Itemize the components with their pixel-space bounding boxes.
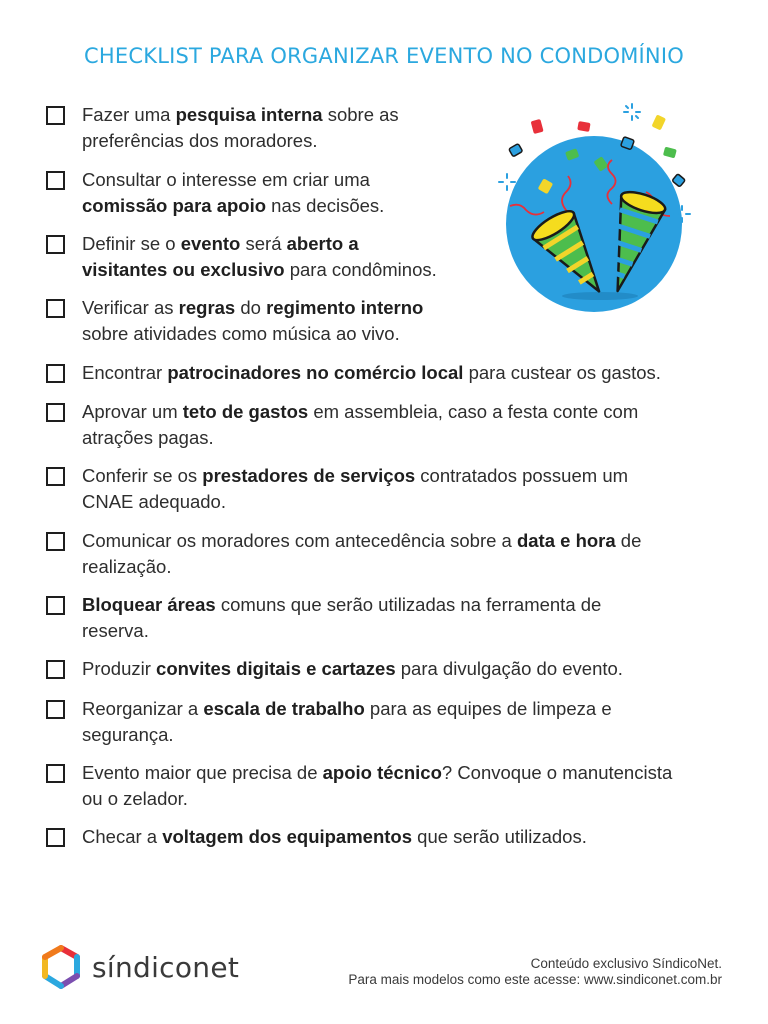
bold-text: convites digitais e cartazes: [156, 658, 396, 679]
text-segment: que serão utilizados.: [412, 826, 587, 847]
checklist-item: [46, 824, 587, 850]
checklist-item: [46, 360, 661, 386]
text-segment: para as equipes de limpeza e: [364, 698, 612, 719]
text-segment: Comunicar os moradores com antecedência sobre a: [82, 530, 517, 551]
text-segment: será: [240, 233, 287, 254]
text-segment: ou o zelador.: [82, 788, 188, 809]
text-segment: Evento maior que precisa de: [82, 762, 323, 783]
checklist-item-text: [82, 231, 437, 283]
checkbox[interactable]: [46, 532, 65, 551]
text-segment: do: [235, 297, 267, 318]
text-segment: sobre as: [322, 104, 399, 125]
bold-text: apoio técnico: [322, 762, 442, 783]
checkbox[interactable]: [46, 171, 65, 190]
checklist-item-text: [82, 463, 628, 515]
checklist-item: [46, 463, 628, 515]
checkbox[interactable]: [46, 106, 65, 125]
party-poppers-icon: [496, 96, 700, 320]
text-segment: reserva.: [82, 620, 149, 641]
checklist-item: [46, 399, 638, 451]
checklist-item: [46, 231, 437, 283]
text-segment: Conferir se os: [82, 465, 203, 486]
brand-logo[interactable]: [40, 944, 239, 990]
text-segment: Checar a: [82, 826, 163, 847]
text-segment: para condôminos.: [284, 259, 437, 280]
checklist-item-text: [82, 295, 423, 347]
checkbox[interactable]: [46, 467, 65, 486]
bold-text: aberto a: [286, 233, 359, 254]
bold-text: teto de gastos: [182, 401, 309, 422]
text-segment: para divulgação do evento.: [395, 658, 623, 679]
text-segment: Produzir: [82, 658, 157, 679]
checklist-item: [46, 528, 641, 580]
checklist-item: [46, 656, 623, 682]
text-segment: Verificar as: [82, 297, 179, 318]
checklist-item: [46, 295, 423, 347]
text-segment: Definir se o: [82, 233, 181, 254]
checklist-item: [46, 760, 672, 812]
text-segment: ? Convoque o manutencista: [441, 762, 673, 783]
text-segment: CNAE adequado.: [82, 491, 226, 512]
hexagon-logo-icon: [40, 944, 82, 990]
checkbox[interactable]: [46, 235, 65, 254]
checklist-item: [46, 696, 612, 748]
bold-text: pesquisa interna: [175, 104, 323, 125]
text-segment: Aprovar um: [82, 401, 183, 422]
text-segment: realização.: [82, 556, 172, 577]
checklist-item-text: [82, 528, 641, 580]
checkbox[interactable]: [46, 764, 65, 783]
checkbox[interactable]: [46, 700, 65, 719]
text-segment: Encontrar: [82, 362, 168, 383]
bold-text: data e hora: [516, 530, 616, 551]
page-title: CHECKLIST PARA ORGANIZAR EVENTO NO CONDOMÍNIO: [84, 44, 684, 68]
checklist-item-text: [82, 656, 623, 682]
checklist-item: [46, 592, 601, 644]
checklist-item-text: [82, 360, 661, 386]
footer-line-2: Para mais modelos como este acesse: www.sindiconet.com.br: [348, 972, 722, 987]
bold-text: Bloquear áreas: [82, 594, 216, 615]
checklist-item: [46, 167, 384, 219]
bold-text: prestadores de serviços: [202, 465, 416, 486]
text-segment: sobre atividades como música ao vivo.: [82, 323, 400, 344]
text-segment: atrações pagas.: [82, 427, 214, 448]
checkbox[interactable]: [46, 596, 65, 615]
checkbox[interactable]: [46, 299, 65, 318]
checklist-item: [46, 102, 399, 154]
text-segment: para custear os gastos.: [463, 362, 661, 383]
bold-text: evento: [180, 233, 241, 254]
bold-text: patrocinadores no comércio local: [167, 362, 464, 383]
bold-text: voltagem dos equipamentos: [162, 826, 413, 847]
text-segment: segurança.: [82, 724, 174, 745]
bold-text: escala de trabalho: [203, 698, 365, 719]
checkbox[interactable]: [46, 828, 65, 847]
checkbox[interactable]: [46, 364, 65, 383]
bold-text: comissão para apoio: [82, 195, 267, 216]
checkbox[interactable]: [46, 403, 65, 422]
checklist-item-text: [82, 760, 672, 812]
text-segment: de: [615, 530, 642, 551]
text-segment: contratados possuem um: [415, 465, 629, 486]
text-segment: Reorganizar a: [82, 698, 204, 719]
bold-text: visitantes ou exclusivo: [82, 259, 285, 280]
checklist-item-text: [82, 102, 399, 154]
bold-text: regras: [178, 297, 236, 318]
text-segment: Consultar o interesse em criar uma: [82, 169, 370, 190]
text-segment: preferências dos moradores.: [82, 130, 318, 151]
bold-text: regimento interno: [266, 297, 424, 318]
text-segment: Fazer uma: [82, 104, 176, 125]
checklist-item-text: [82, 592, 601, 644]
checklist-item-text: [82, 696, 612, 748]
checklist-item-text: [82, 824, 587, 850]
checkbox[interactable]: [46, 660, 65, 679]
text-segment: nas decisões.: [266, 195, 385, 216]
checklist-item-text: [82, 167, 384, 219]
brand-name: síndiconet: [92, 950, 240, 984]
text-segment: em assembleia, caso a festa conte com: [308, 401, 639, 422]
text-segment: comuns que serão utilizadas na ferramenta de: [215, 594, 602, 615]
footer-line-1: Conteúdo exclusivo SíndicoNet.: [530, 956, 722, 971]
checklist-item-text: [82, 399, 638, 451]
footer: [348, 956, 722, 988]
